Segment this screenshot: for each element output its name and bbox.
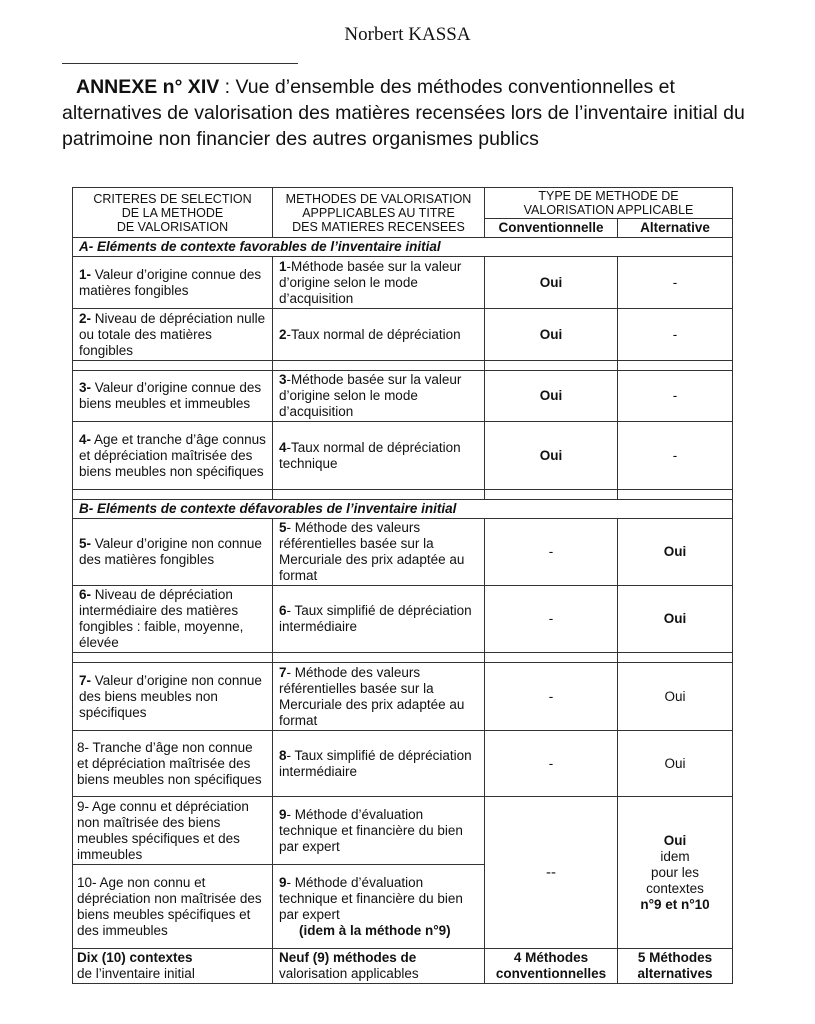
author-name: Norbert KASSA (344, 24, 471, 45)
criteria-text: Age non connu et dépréciation non maîtrisée des biens meubles spécifiques et des immeubles (77, 874, 262, 938)
method-text: - Méthode des valeurs référentielles basée sur la Mercuriale des prix adaptée au format (279, 664, 465, 728)
footer-methods-cell (273, 949, 485, 984)
method-number: 3 (279, 372, 287, 387)
table-row (73, 519, 733, 586)
criteria-text: Valeur d’origine connue des matières fongibles (79, 266, 262, 298)
annex-title (62, 74, 750, 152)
section-a-row (73, 238, 733, 257)
method-text: - Méthode d’évaluation technique et financière du bien par expert (279, 806, 463, 854)
method-number: 9 (279, 874, 287, 890)
method-number: 5 (279, 520, 287, 535)
annex-text: : Vue d’ensemble des méthodes conventionnelles et alternatives de valorisation des matières recensées lors de l’inventaire initial du patrimoine non financier des autres organismes publics (62, 76, 745, 150)
method-cell (273, 797, 485, 865)
criteria-number: 1- (79, 266, 92, 282)
merged-alt-text: idem pour les contextes (646, 848, 704, 896)
section-a-title: A- Eléments de contexte favorables de l’inventaire initial (73, 238, 733, 257)
method-text: - Méthode d’évaluation technique et financière du bien par expert (279, 874, 463, 922)
criteria-text: Niveau de dépréciation intermédiaire des matières fongibles : faible, moyenne, élevée (79, 587, 244, 650)
conventional-cell: - (485, 586, 618, 653)
header-rule (62, 63, 298, 64)
method-note: (idem à la méthode n°9) (299, 922, 451, 938)
table-footer-row (73, 949, 733, 984)
method-cell (273, 731, 485, 797)
method-text: -Taux normal de dépréciation (286, 326, 461, 342)
alternative-cell: - (618, 371, 733, 422)
alternative-cell: - (618, 257, 733, 309)
col-methods-header: METHODES DE VALORISATION APPPLICABLES AU TITRE DES MATIERES RECENSEES (273, 188, 485, 238)
criteria-cell (73, 422, 273, 490)
alternative-cell: Oui (618, 586, 733, 653)
criteria-number: 9 (77, 798, 85, 814)
criteria-cell (73, 663, 273, 731)
col-alternative-header: Alternative (618, 219, 733, 238)
criteria-number: 7- (79, 672, 92, 688)
criteria-cell (73, 731, 273, 797)
method-text: - Méthode des valeurs référentielles basée sur la Mercuriale des prix adaptée au format (279, 520, 465, 583)
footer-methods-bold: Neuf (9) méthodes de (279, 950, 417, 965)
alternative-cell: - (618, 309, 733, 361)
criteria-number: 4- (79, 431, 92, 447)
col-criteria-header: CRITERES DE SELECTION DE LA METHODE DE VALORISATION (73, 188, 273, 238)
method-number: 4 (279, 439, 287, 455)
method-number: 9 (279, 806, 287, 822)
alternative-merged-cell (618, 797, 733, 949)
method-number: 8 (279, 747, 287, 763)
alternative-cell: Oui (618, 663, 733, 731)
criteria-cell (73, 519, 273, 586)
conventional-cell: - (485, 731, 618, 797)
footer-methods-text: valorisation applicables (279, 966, 419, 981)
col-type-header: TYPE DE METHODE DE VALORISATION APPLICABLE (485, 188, 733, 219)
method-cell (273, 865, 485, 949)
method-text: -Méthode basée sur la valeur d’origine selon le mode d’acquisition (279, 372, 462, 419)
method-cell (273, 371, 485, 422)
criteria-text: Age et tranche d’âge connus et dépréciation maîtrisée des biens meubles non spécifiques (79, 431, 266, 479)
alternative-cell: Oui (618, 731, 733, 797)
method-cell (273, 663, 485, 731)
annex-label: ANNEXE n° XIV (76, 76, 220, 98)
method-text: -Taux normal de dépréciation technique (279, 439, 461, 471)
method-text: - Taux simplifié de dépréciation intermédiaire (279, 603, 472, 634)
table-row (73, 257, 733, 309)
method-cell (273, 309, 485, 361)
method-text: -Méthode basée sur la valeur d’origine selon le mode d’acquisition (279, 258, 462, 306)
row-spacer (73, 653, 733, 663)
footer-contexts-bold: Dix (10) contextes (77, 950, 193, 965)
method-number: 7 (279, 664, 287, 680)
row-spacer (73, 490, 733, 500)
method-cell (273, 257, 485, 309)
table-header-row (73, 188, 733, 219)
footer-alternative-cell: 5 Méthodes alternatives (618, 949, 733, 984)
method-cell (273, 422, 485, 490)
footer-contexts-text: de l’inventaire initial (77, 966, 195, 981)
section-b-row (73, 500, 733, 519)
table-row (73, 371, 733, 422)
footer-conventional-cell: 4 Méthodes conventionnelles (485, 949, 618, 984)
method-text: - Taux simplifié de dépréciation intermédiaire (279, 747, 472, 779)
valuation-methods-table (72, 187, 733, 984)
alternative-cell: Oui (618, 519, 733, 586)
method-number: 1 (279, 258, 287, 274)
method-cell (273, 586, 485, 653)
criteria-text: Valeur d’origine non connue des matières fongibles (79, 536, 262, 567)
section-b-title: B- Eléments de contexte défavorables de l’inventaire initial (73, 500, 733, 519)
criteria-text: Valeur d’origine connue des biens meubles et immeubles (79, 380, 262, 411)
method-cell (273, 519, 485, 586)
table-row (73, 663, 733, 731)
criteria-number: 8- (77, 739, 90, 755)
footer-contexts-cell (73, 949, 273, 984)
conventional-merged-cell: -- (485, 797, 618, 949)
col-conventional-header: Conventionnelle (485, 219, 618, 238)
criteria-cell (73, 257, 273, 309)
criteria-number: 2- (79, 310, 92, 326)
merged-alt-oui: Oui (663, 832, 687, 848)
method-number: 6 (279, 603, 287, 618)
criteria-cell (73, 797, 273, 865)
criteria-text: Niveau de dépréciation nulle ou totale des matières fongibles (79, 310, 266, 358)
conventional-cell: Oui (485, 257, 618, 309)
criteria-cell (73, 371, 273, 422)
conventional-cell: Oui (485, 422, 618, 490)
conventional-cell: - (485, 519, 618, 586)
table-row (73, 422, 733, 490)
table-row (73, 731, 733, 797)
conventional-cell: Oui (485, 371, 618, 422)
table-row (73, 309, 733, 361)
table-row (73, 797, 733, 865)
criteria-text: Tranche d’âge non connue et dépréciation maîtrisée des biens meubles non spécifiques (77, 739, 262, 787)
criteria-number: 6- (79, 587, 92, 602)
criteria-text: Valeur d’origine non connue des biens meubles non spécifiques (79, 672, 262, 720)
criteria-number: 10- (77, 874, 97, 890)
alternative-cell: - (618, 422, 733, 490)
criteria-number: 3- (79, 380, 92, 395)
criteria-number: 5- (79, 536, 92, 551)
merged-alt-ref: n°9 et n°10 (640, 896, 710, 912)
method-number: 2 (279, 326, 287, 342)
criteria-cell (73, 586, 273, 653)
row-spacer (73, 361, 733, 371)
table-row (73, 586, 733, 653)
criteria-cell (73, 865, 273, 949)
criteria-text: - Age connu et dépréciation non maîtrisée des biens meubles spécifiques et des immeubles (77, 798, 249, 862)
conventional-cell: Oui (485, 309, 618, 361)
conventional-cell: - (485, 663, 618, 731)
criteria-cell (73, 309, 273, 361)
